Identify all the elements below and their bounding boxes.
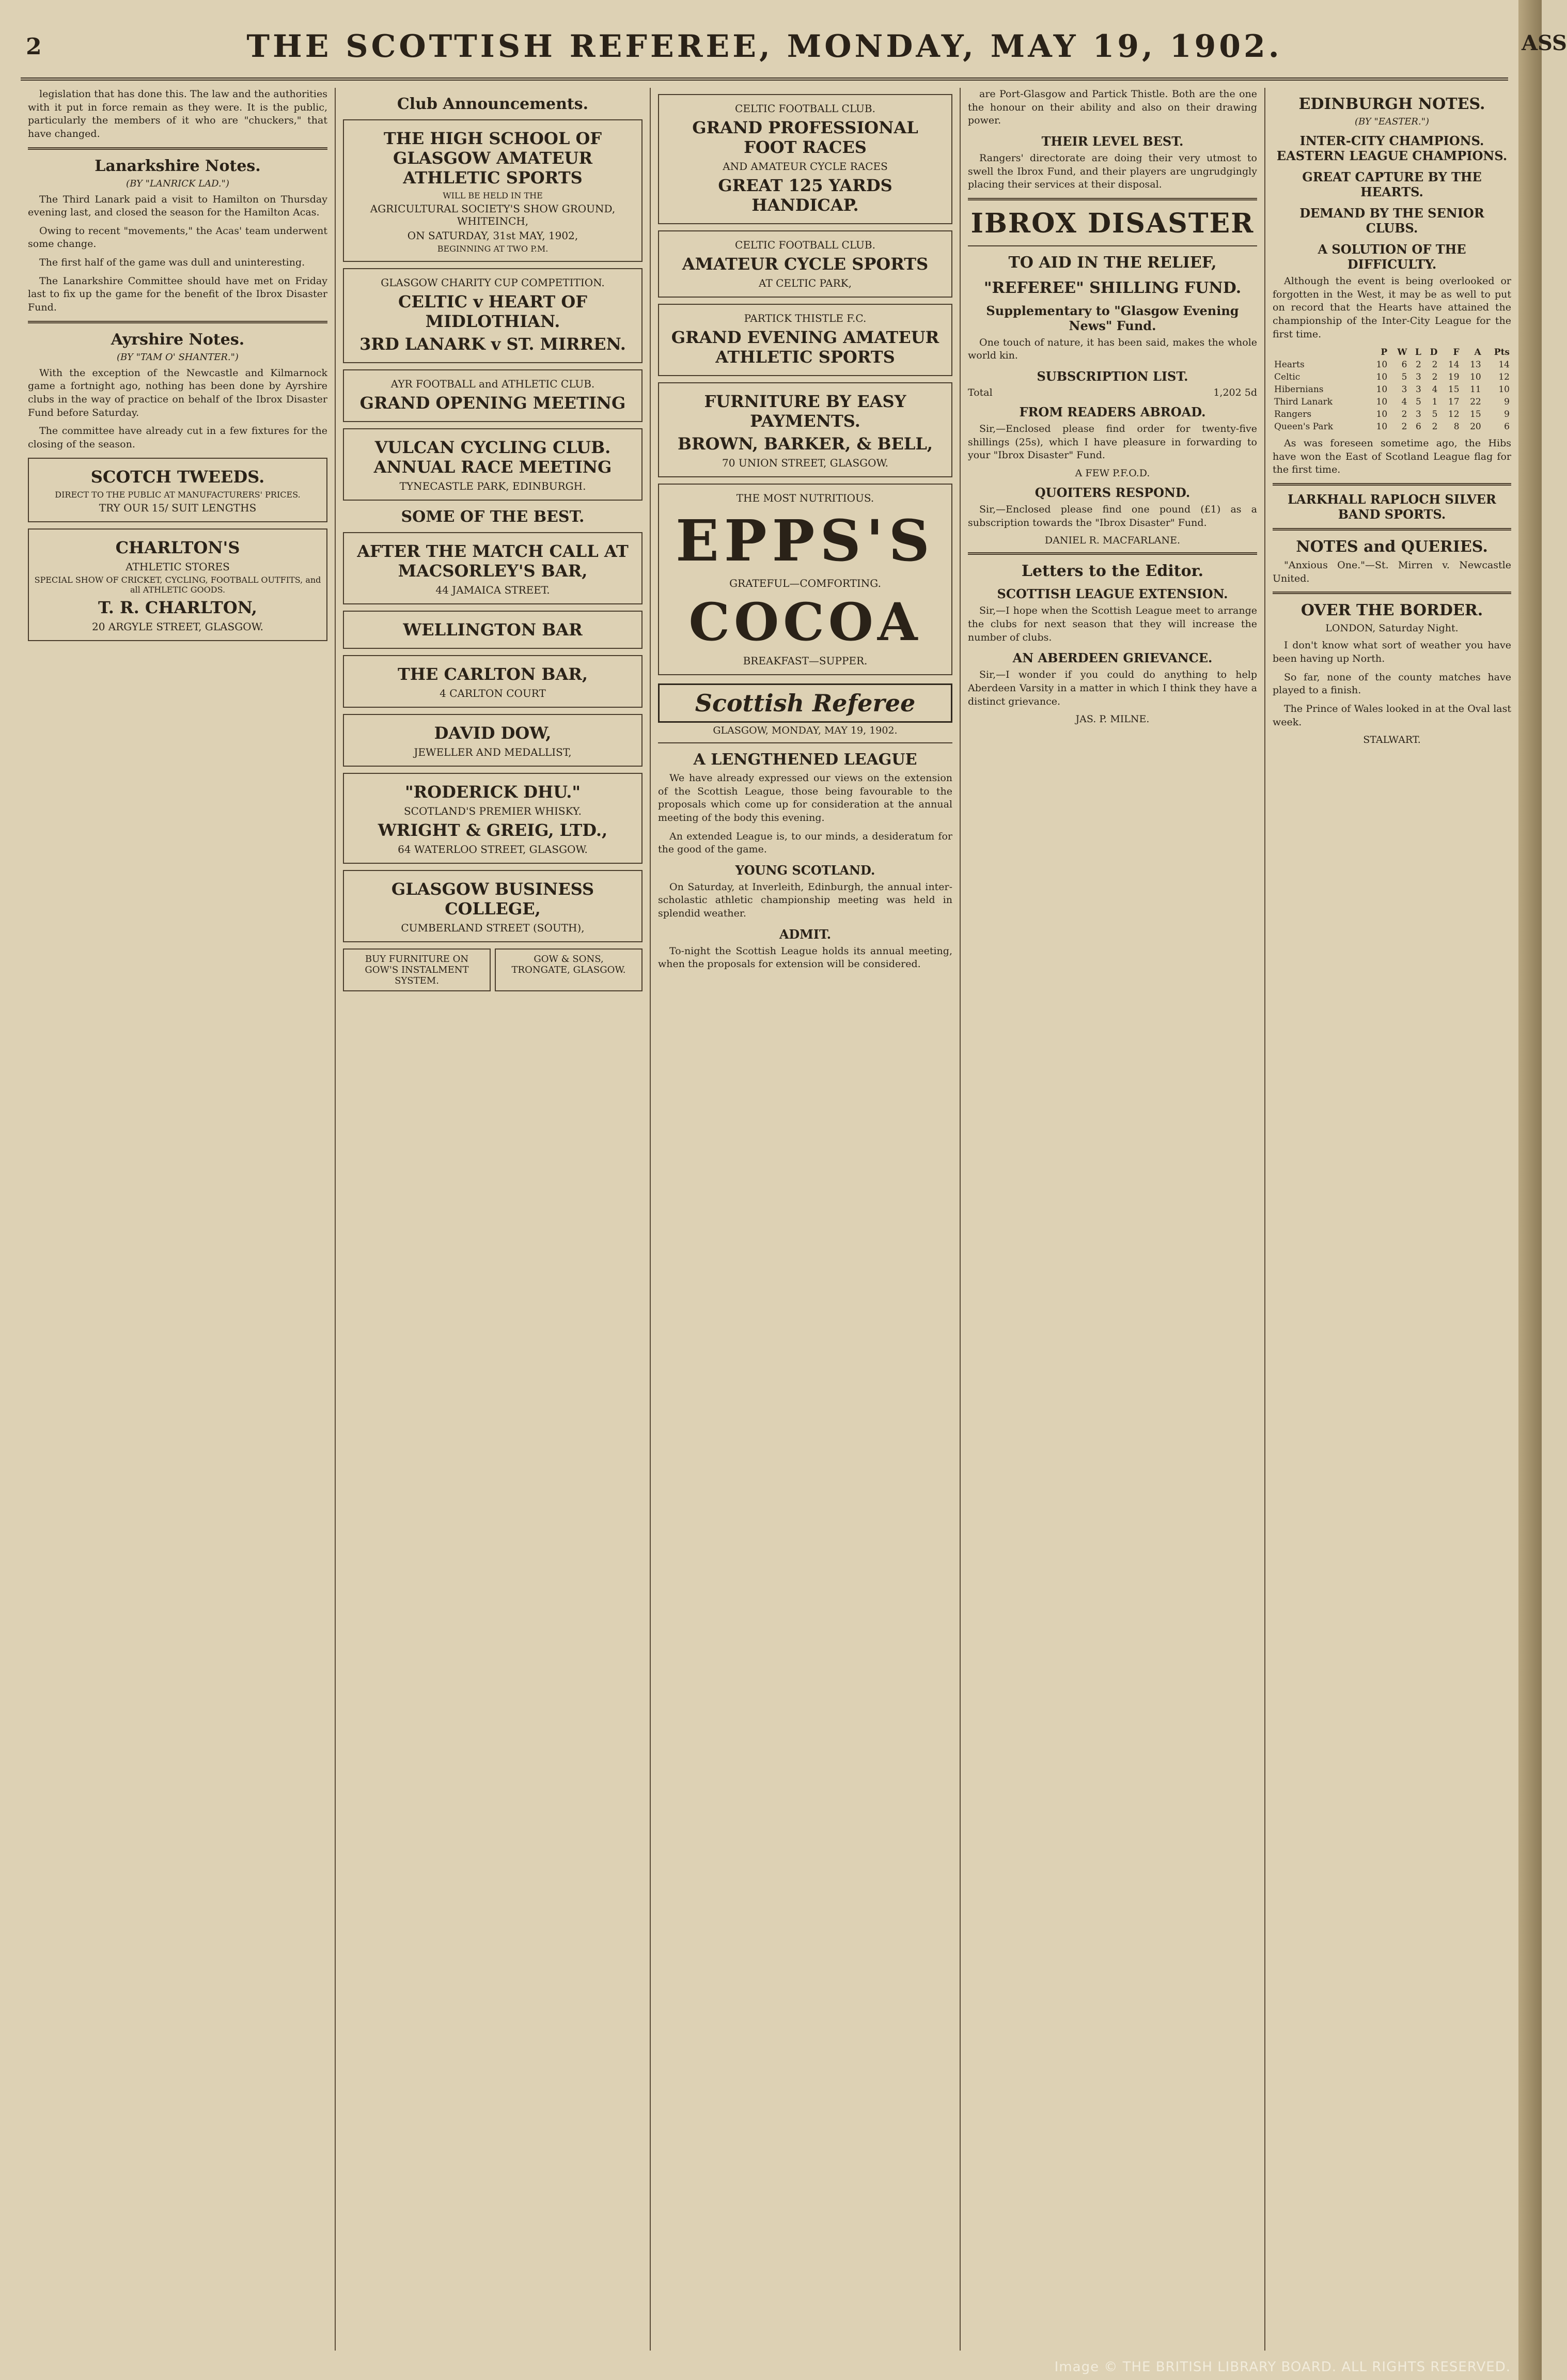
page-number: 2 <box>26 33 42 60</box>
table-cell: 10 <box>1498 384 1510 395</box>
lanarkshire-paragraph: The Lanarkshire Committee should have met on Friday last to fix up the game for the benefit of the Ibrox Disaster Fund. <box>28 275 327 314</box>
article-paragraph: Rangers' directorate are doing their very utmost to swell the Ibrox Fund, and their players are ungrudgingly placing their services at their disposal. <box>968 152 1257 191</box>
table-cell: 9 <box>1504 397 1510 408</box>
edinburgh-byline: (BY "EASTER.") <box>1354 116 1429 127</box>
table-cell: 5 <box>1401 372 1407 383</box>
table-cell: 10 <box>1376 360 1388 370</box>
table-cell: 14 <box>1448 360 1460 370</box>
ad-title: SCOTCH TWEEDS. <box>90 466 265 487</box>
ad-title: COCOA <box>688 592 922 652</box>
ad-address: TRONGATE, GLASGOW. <box>511 965 626 975</box>
divider <box>1273 528 1511 531</box>
ad-line: ON SATURDAY, 31st MAY, 1902, <box>407 229 578 242</box>
lanarkshire-paragraph: Owing to recent "movements," the Acas' team underwent some change. <box>28 225 327 250</box>
lanarkshire-heading: Lanarkshire Notes. <box>95 157 261 175</box>
letter-paragraph: Sir,—I hope when the Scottish League meet to arrange the clubs for next season that they will increase the number of clubs. <box>968 605 1257 643</box>
solution-heading: A SOLUTION OF THE DIFFICULTY. <box>1318 242 1466 272</box>
ad-address: 64 WATERLOO STREET, GLASGOW. <box>398 843 588 855</box>
scotch-tweeds-ad <box>28 458 327 522</box>
letter-signature: JAS. P. MILNE. <box>1075 713 1150 725</box>
table-cell: 14 <box>1498 360 1510 370</box>
divider <box>28 321 327 323</box>
editorial-paragraph: On Saturday, at Inverleith, Edinburgh, the annual inter-scholastic athletic championship meeting was held in splendid weather. <box>658 881 952 920</box>
table-cell: 22 <box>1470 397 1481 408</box>
table-cell: 6 <box>1401 360 1407 370</box>
table-cell: 11 <box>1470 384 1481 395</box>
table-cell: 3 <box>1415 409 1421 420</box>
table-cell: 13 <box>1470 360 1481 370</box>
divider <box>968 198 1257 200</box>
table-cell: Hibernians <box>1274 384 1324 395</box>
ad-line: GRATEFUL—COMFORTING. <box>729 577 881 589</box>
macsorley-ad <box>343 532 643 604</box>
ayrshire-heading: Ayrshire Notes. <box>111 330 245 349</box>
table-cell: 2 <box>1432 422 1438 432</box>
letter-signature: DANIEL R. MACFARLANE. <box>1044 535 1181 547</box>
table-cell: 3 <box>1401 384 1407 395</box>
divider <box>1273 483 1511 486</box>
table-cell: 12 <box>1448 409 1460 420</box>
partick-thistle-ad <box>658 304 952 376</box>
letter-paragraph: Sir,—I wonder if you could do anything to help Aberdeen Varsity in a matter in which I think they have a distinct grievance. <box>968 669 1257 707</box>
table-row <box>1273 396 1511 408</box>
ad-line: SPECIAL SHOW OF CRICKET, CYCLING, FOOTBALL OUTFITS, and all ATHLETIC GOODS. <box>34 574 321 595</box>
vulcan-ad <box>343 428 643 501</box>
ad-line: BEGINNING AT TWO P.M. <box>437 244 549 254</box>
ad-line: ATHLETIC STORES <box>126 560 230 573</box>
ad-line: JEWELLER AND MEDALLIST, <box>414 746 572 758</box>
border-paragraph: So far, none of the county matches have played to a finish. <box>1273 671 1511 696</box>
edinburgh-paragraph: Although the event is being overlooked or forgotten in the West, it may be as well to put on record that the Hearts have attained the championship of the Inter-City League for the first time. <box>1273 275 1511 340</box>
ad-line: THE MOST NUTRITIOUS. <box>736 492 874 504</box>
divider <box>658 742 952 743</box>
total-value: 1,202 5d <box>1213 387 1257 399</box>
wellington-ad <box>343 611 643 649</box>
some-of-the-best-heading: SOME OF THE BEST. <box>401 508 585 526</box>
editorial-paragraph: An extended League is, to our minds, a desideratum for the good of the game. <box>658 830 952 855</box>
newspaper-title: THE SCOTTISH REFEREE, MONDAY, MAY 19, 1902. <box>246 28 1282 65</box>
business-college-ad <box>343 870 643 942</box>
celtic-cycle-sports-ad <box>658 230 952 298</box>
table-cell: 19 <box>1448 372 1460 383</box>
table-cell: 6 <box>1415 422 1421 432</box>
ad-title: "RODERICK DHU." <box>404 782 581 802</box>
table-cell: 2 <box>1432 360 1438 370</box>
table-cell: 1 <box>1432 397 1438 408</box>
level-best-heading: THEIR LEVEL BEST. <box>1041 133 1184 149</box>
lanarkshire-byline: (BY "LANRICK LAD.") <box>126 178 229 189</box>
table-cell: 10 <box>1376 384 1388 395</box>
ad-line: AMATEUR CYCLE SPORTS <box>682 254 929 274</box>
ayrshire-byline: (BY "TAM O' SHANTER.") <box>117 351 239 363</box>
total-label: Total <box>968 387 993 399</box>
table-cell: Celtic <box>1274 372 1300 383</box>
ad-name: WRIGHT & GREIG, LTD., <box>378 820 608 840</box>
table-cell: Rangers <box>1274 409 1312 420</box>
table-header: Pts <box>1494 347 1510 358</box>
table-row <box>1273 359 1511 371</box>
ad-title: PARTICK THISTLE F.C. <box>744 312 867 324</box>
ad-title: WELLINGTON BAR <box>403 620 583 640</box>
ad-line: GREAT 125 YARDS HANDICAP. <box>718 176 892 215</box>
table-cell: 10 <box>1376 372 1388 383</box>
high-school-sports-ad <box>343 119 643 262</box>
table-cell: Hearts <box>1274 360 1305 370</box>
divider <box>968 245 1257 246</box>
ad-line: AND AMATEUR CYCLE RACES <box>723 160 888 173</box>
roderick-dhu-ad <box>343 773 643 864</box>
gow-slogan: BUY FURNITURE ON GOW'S INSTALMENT SYSTEM. <box>343 948 491 991</box>
table-cell: 10 <box>1376 397 1388 408</box>
ad-title: CHARLTON'S <box>115 537 240 557</box>
table-cell: 2 <box>1415 360 1421 370</box>
letter-paragraph: Sir,—Enclosed please find order for twenty-five shillings (25s), which I have pleasure in forwarding to your "Ibrox Disaster" Fund. <box>968 423 1257 461</box>
table-cell: 5 <box>1432 409 1438 420</box>
gow-ad <box>343 948 643 991</box>
divider <box>1273 592 1511 594</box>
ad-title: CELTIC FOOTBALL CLUB. <box>735 102 875 115</box>
newspaper-nameplate: Scottish Referee <box>658 683 952 723</box>
table-cell: Third Lanark <box>1274 397 1333 408</box>
celtic-foot-races-ad <box>658 94 952 224</box>
table-cell: 6 <box>1504 422 1510 432</box>
table-cell: 2 <box>1401 422 1407 432</box>
masthead <box>21 15 1508 81</box>
letters-heading: Letters to the Editor. <box>1021 562 1204 581</box>
table-header: F <box>1453 347 1460 358</box>
border-signature: STALWART. <box>1363 734 1421 746</box>
divider <box>968 552 1257 555</box>
adjacent-page-fragment: ASS <box>1522 31 1567 55</box>
inter-city-league-table <box>1273 346 1511 433</box>
ad-line: AGRICULTURAL SOCIETY'S SHOW GROUND, WHITEINCH, <box>370 203 616 227</box>
ad-name: BROWN, BARKER, & BELL, <box>677 434 933 454</box>
divider <box>28 147 327 150</box>
admit-heading: ADMIT. <box>779 926 832 942</box>
ad-title: EPPS'S <box>676 507 935 574</box>
table-cell: 3 <box>1415 384 1421 395</box>
ad-line: WILL BE HELD IN THE <box>443 191 543 200</box>
ad-title: THE CARLTON BAR, <box>397 664 588 684</box>
copyright-notice: Image © THE BRITISH LIBRARY BOARD. ALL RIGHTS RESERVED. <box>1054 2359 1511 2375</box>
editorial-paragraph: To-night the Scottish League holds its annual meeting, when the proposals for extension will be considered. <box>658 945 952 970</box>
column-2 <box>336 88 651 2351</box>
edinburgh-notes-heading: EDINBURGH NOTES. <box>1298 95 1485 113</box>
table-row <box>1273 421 1511 433</box>
supplementary-heading: Supplementary to "Glasgow Evening News" Fund. <box>986 303 1239 333</box>
lanarkshire-paragraph: The Third Lanark paid a visit to Hamilton on Thursday evening last, and closed the season for the Hamilton Acas. <box>28 193 327 219</box>
table-cell: Queen's Park <box>1274 422 1333 432</box>
table-header: D <box>1430 347 1438 358</box>
table-cell: 17 <box>1448 397 1460 408</box>
subscription-list-heading: SUBSCRIPTION LIST. <box>1037 369 1188 384</box>
ad-line: TRY OUR 15/ SUIT LENGTHS <box>99 501 257 514</box>
notes-queries-heading: NOTES and QUERIES. <box>1296 538 1488 556</box>
club-announcements-heading: Club Announcements. <box>397 95 589 113</box>
larkhall-heading: LARKHALL RAPLOCH SILVER BAND SPORTS. <box>1288 492 1496 522</box>
ayrshire-paragraph: The committee have already cut in a few fixtures for the closing of the season. <box>28 425 327 450</box>
article-paragraph: are Port-Glasgow and Partick Thistle. Both are the one the honour on their ability and also on their drawing power. <box>968 88 1257 127</box>
table-cell: 20 <box>1470 422 1481 432</box>
charlton-ad <box>28 528 327 641</box>
ad-address: 20 ARGYLE STREET, GLASGOW. <box>92 620 263 633</box>
fund-total <box>968 387 1257 398</box>
ibrox-disaster-heading: IBROX DISASTER <box>970 207 1255 239</box>
ad-title: GOW & SONS, <box>534 954 604 965</box>
fund-paragraph: One touch of nature, it has been said, makes the whole world kin. <box>968 336 1257 362</box>
ad-title: AYR FOOTBALL and ATHLETIC CLUB. <box>390 378 595 390</box>
column-3 <box>651 88 961 2351</box>
border-paragraph: The Prince of Wales looked in at the Oval last week. <box>1273 703 1511 728</box>
aberdeen-grievance-heading: AN ABERDEEN GRIEVANCE. <box>1012 650 1213 666</box>
notes-paragraph: "Anxious One."—St. Mirren v. Newcastle United. <box>1273 559 1511 584</box>
charity-cup-ad <box>343 268 643 363</box>
david-dow-ad <box>343 714 643 767</box>
ad-line: GRAND PROFESSIONAL FOOT RACES <box>692 118 918 157</box>
adjacent-page-edge <box>1518 0 1567 2380</box>
table-header: A <box>1474 347 1481 358</box>
quoiters-heading: QUOITERS RESPOND. <box>1035 485 1190 501</box>
epps-cocoa-ad <box>658 484 952 675</box>
carlton-bar-ad <box>343 655 643 708</box>
ad-address: 70 UNION STREET, GLASGOW. <box>722 457 888 469</box>
hearts-capture-heading: GREAT CAPTURE BY THE HEARTS. <box>1302 169 1482 199</box>
table-cell: 10 <box>1376 422 1388 432</box>
over-the-border-heading: OVER THE BORDER. <box>1300 601 1483 620</box>
border-paragraph: I don't know what sort of weather you have been having up North. <box>1273 640 1511 665</box>
ad-line: BREAKFAST—SUPPER. <box>743 655 868 667</box>
letter-paragraph: Sir,—Enclosed please find one pound (£1) as a subscription towards the "Ibrox Disaster" Fund. <box>968 504 1257 528</box>
table-cell: 10 <box>1376 409 1388 420</box>
ad-line: AT CELTIC PARK, <box>759 277 852 289</box>
editorial-paragraph: We have already expressed our views on the extension of the Scottish League, those being favourable to the proposals which come up for consideration at the annual meeting of the body this evening. <box>658 772 952 823</box>
table-cell: 4 <box>1432 384 1438 395</box>
column-4 <box>961 88 1265 2351</box>
ad-line: TYNECASTLE PARK, EDINBURGH. <box>399 480 586 492</box>
gow-name <box>495 948 643 991</box>
readers-abroad-heading: FROM READERS ABROAD. <box>1019 405 1206 420</box>
border-dateline: LONDON, Saturday Night. <box>1325 623 1459 634</box>
ad-title: CELTIC FOOTBALL CLUB. <box>735 239 875 251</box>
ayrshire-paragraph: With the exception of the Newcastle and Kilmarnock game a fortnight ago, nothing has been done by Ayrshire clubs in the way of practice on behalf of the Ibrox Disaster Fund before Saturday. <box>28 367 327 418</box>
letter-signature: A FEW P.F.O.D. <box>1075 468 1150 479</box>
ad-address: CUMBERLAND STREET (SOUTH), <box>401 922 585 934</box>
table-header-row <box>1273 346 1511 359</box>
brown-barker-bell-ad <box>658 382 952 477</box>
ayr-meeting-ad <box>343 369 643 422</box>
ad-line: GRAND EVENING AMATEUR ATHLETIC SPORTS <box>671 328 939 367</box>
senior-clubs-heading: DEMAND BY THE SENIOR CLUBS. <box>1299 206 1484 236</box>
intro-paragraph: legislation that has done this. The law and the authorities with it put in force remain as they were. It is the public, particularly the members of it who are "chuckers," that have changed. <box>28 88 327 139</box>
young-scotland-heading: YOUNG SCOTLAND. <box>735 862 875 878</box>
table-cell: 8 <box>1453 422 1460 432</box>
ad-address: 44 JAMAICA STREET. <box>435 584 550 596</box>
lengthened-league-heading: A LENGTHENED LEAGUE <box>693 751 917 769</box>
ad-title: FURNITURE BY EASY PAYMENTS. <box>704 392 906 431</box>
table-cell: 10 <box>1470 372 1481 383</box>
ad-title: AFTER THE MATCH CALL AT MACSORLEY'S BAR, <box>357 541 629 581</box>
table-row <box>1273 371 1511 383</box>
ad-title: VULCAN CYCLING CLUB. ANNUAL RACE MEETING <box>373 438 612 477</box>
table-header: L <box>1415 347 1421 358</box>
league-extension-heading: SCOTTISH LEAGUE EXTENSION. <box>997 586 1228 602</box>
ad-line: DIRECT TO THE PUBLIC AT MANUFACTURERS' PRICES. <box>55 489 301 500</box>
table-row <box>1273 383 1511 396</box>
shilling-fund-heading: "REFEREE" SHILLING FUND. <box>983 278 1242 297</box>
table-cell: 4 <box>1401 397 1407 408</box>
table-cell: 5 <box>1415 397 1421 408</box>
table-cell: 2 <box>1432 372 1438 383</box>
ad-title: THE HIGH SCHOOL OF GLASGOW AMATEUR ATHLETIC SPORTS <box>383 129 602 188</box>
table-header <box>1273 346 1367 359</box>
table-cell: 12 <box>1498 372 1510 383</box>
table-row <box>1273 408 1511 421</box>
ad-line: SCOTLAND'S PREMIER WHISKY. <box>403 805 582 817</box>
ad-line: 3RD LANARK v ST. MIRREN. <box>359 334 626 354</box>
champions-heading: INTER-CITY CHAMPIONS. EASTERN LEAGUE CHAMPIONS. <box>1276 133 1508 163</box>
table-cell: 3 <box>1415 372 1421 383</box>
column-1 <box>21 88 336 2351</box>
table-cell: 15 <box>1448 384 1460 395</box>
editorial-dateline: GLASGOW, MONDAY, MAY 19, 1902. <box>713 725 898 736</box>
table-cell: 2 <box>1401 409 1407 420</box>
ad-title: GLASGOW BUSINESS COLLEGE, <box>391 879 594 919</box>
ad-title: DAVID DOW, <box>434 723 552 743</box>
table-cell: 15 <box>1470 409 1481 420</box>
relief-heading: TO AID IN THE RELIEF, <box>1008 253 1217 272</box>
ad-line: CELTIC v HEART OF MIDLOTHIAN. <box>398 292 587 331</box>
ad-title: GLASGOW CHARITY CUP COMPETITION. <box>381 276 605 289</box>
lanarkshire-paragraph: The first half of the game was dull and uninteresting. <box>39 257 305 269</box>
ad-line: GRAND OPENING MEETING <box>359 393 626 413</box>
table-header: W <box>1397 347 1407 358</box>
table-header: P <box>1381 347 1388 358</box>
ad-name: T. R. CHARLTON, <box>98 597 257 617</box>
column-5 <box>1265 88 1518 2351</box>
table-cell: 9 <box>1504 409 1510 420</box>
edinburgh-paragraph: As was foreseen sometime ago, the Hibs have won the East of Scotland League flag for the first time. <box>1273 438 1511 476</box>
ad-address: 4 CARLTON COURT <box>440 687 546 699</box>
